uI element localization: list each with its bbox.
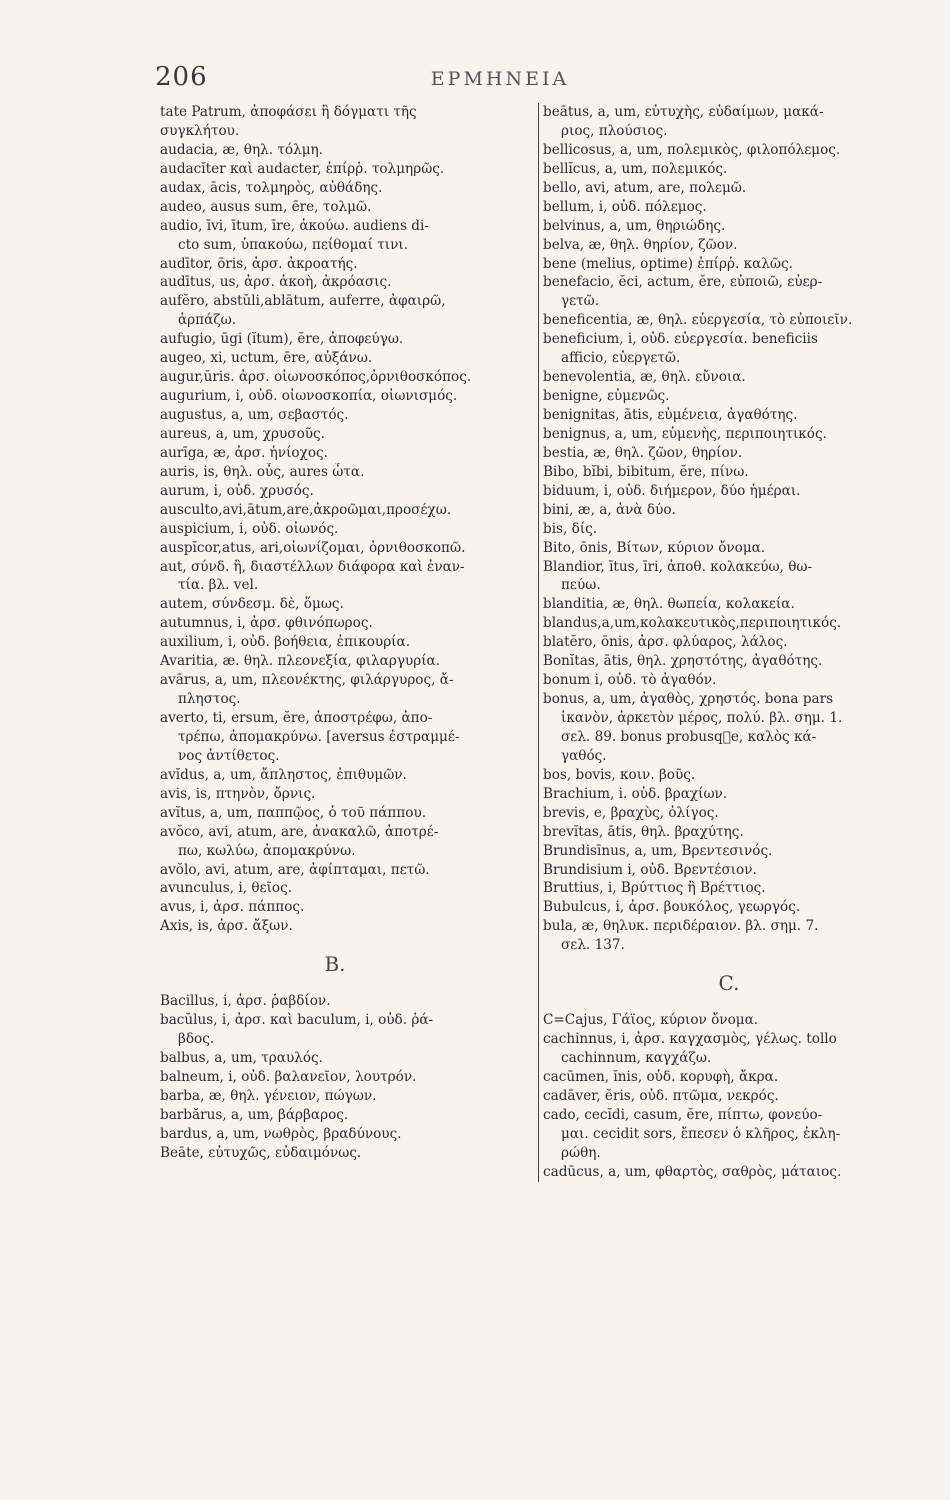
entry-line: Avaritia, æ. θηλ. πλεονεξία, φιλαργυρία. — [160, 653, 441, 670]
entry-line: auxilium, i, οὐδ. βοήθεια, ἐπικουρία. — [160, 634, 411, 651]
entry-line: cachinnus, i, ἀρσ. καγχασμὸς, γέλως. tollo — [543, 1031, 837, 1048]
right-entries-b — [543, 103, 915, 955]
entry-line: bis, δίς. — [543, 520, 598, 537]
entry-line: bonum i, οὐδ. τὸ ἀγαθόν. — [543, 672, 717, 689]
entry-line: avunculus, i, θεῖος. — [160, 880, 293, 897]
entry-line: audacia, æ, θηλ. τόλμη. — [160, 141, 323, 158]
entry-line: beneficium, i, οὐδ. εὐεργεσία. beneficiis — [543, 331, 818, 348]
entry-line: blatĕro, ōnis, ἀρσ. φλύαρος, λάλος. — [543, 634, 788, 651]
entry-line: audītor, ōris, ἀρσ. ἀκροατής. — [160, 255, 358, 272]
entry-line: Bibo, bĭbi, bibitum, ĕre, πίνω. — [543, 463, 749, 480]
entry-line: Brundisīnus, a, um, Βρεντεσινός. — [543, 842, 773, 859]
entry-line: benignitas, ātis, εὐμένεια, ἀγαθότης. — [543, 407, 798, 423]
entry-line: bellum, i, οὐδ. πόλεμος. — [543, 198, 707, 215]
entry-line: balneum, i, οὐδ. βαλανεῖον, λουτρόν. — [160, 1069, 417, 1085]
entry-line: augur,ŭris. ἀρσ. οἰωνοσκόπος,ὀρνιθοσκόπος. — [160, 369, 472, 386]
entry-line: σελ. 89. bonus probusq᷑e, καλὸς κά- — [561, 728, 817, 745]
entry-line: audacĭter καὶ audacter, ἐπίρῥ. τολμηρῶς. — [160, 160, 445, 177]
entry-line: avus, i, ἀρσ. πάππος. — [160, 899, 305, 916]
entry-line: Bubulcus, i, ἀρσ. βουκόλος, γεωργός. — [543, 899, 801, 916]
entry-line: cacūmen, ĭnis, οὐδ. κορυφὴ, ἄκρα. — [543, 1069, 779, 1085]
right-column — [538, 103, 915, 1182]
entry-line: aureus, a, um, χρυσοῦς. — [160, 425, 325, 442]
entry-line: bardus, a, um, νωθρὸς, βραδύνους. — [160, 1125, 402, 1142]
entry-line: ριος, πλούσιος. — [561, 122, 668, 139]
entry-line: Brundisium i, οὐδ. Βρεντέσιον. — [543, 861, 757, 878]
entry-line: beneficentia, æ, θηλ. εὐεργεσία, τὸ εὐποιεῖν. — [543, 312, 853, 329]
left-column — [160, 103, 530, 1163]
page-header — [155, 62, 845, 102]
entry-line: audio, īvi, ītum, īre, ἀκούω. audiens di- — [160, 217, 429, 234]
entry-line: cadāver, ĕris, οὐδ. πτῶμα, νεκρός. — [543, 1087, 779, 1104]
entry-line: avŏco, avi, atum, are, ἀνακαλῶ, ἀποτρέ- — [160, 823, 439, 840]
entry-line: σελ. 137. — [561, 937, 625, 954]
entry-line: συγκλήτου. — [160, 122, 240, 139]
entry-line: aufĕro, abstŭli,ablātum, auferre, ἀφαιρῶ, — [160, 293, 446, 310]
entry-line: cadūcus, a, um, φθαρτὸς, σαθρὸς, μάταιος. — [543, 1163, 842, 1180]
entry-line: aut, σύνδ. ἢ, διαστέλλων διάφορα καὶ ἐναν- — [160, 558, 465, 575]
entry-line: πω, κωλύω, ἀπομακρύνω. — [178, 842, 356, 859]
entry-line: audītus, us, ἀρσ. ἀκοὴ, ἀκρόασις. — [160, 274, 392, 291]
entry-line: auspĭcor,atus, ari,οἰωνίζομαι, ὀρνιθοσκοπῶ. — [160, 539, 466, 556]
page-number: 206 — [155, 62, 208, 92]
entry-line: Axis, is, ἀρσ. ἄξων. — [160, 918, 293, 935]
right-entries-c — [543, 1011, 915, 1181]
entry-line: benefacio, ĕci, actum, ĕre, εὐποιῶ, εὐερ- — [543, 274, 823, 291]
entry-line: ἱκανὸν, ἀρκετὸν μέρος, πολύ. βλ. σημ. 1. — [561, 710, 843, 726]
entry-line: augeo, xi, uctum, ēre, αὐξάνω. — [160, 350, 373, 367]
entry-line: benigne, εὐμενῶς. — [543, 388, 670, 405]
left-entries-b — [160, 992, 530, 1162]
entry-line: augustus, a, um, σεβαστός. — [160, 407, 349, 423]
entry-line: auris, is, θηλ. οὖς, aures ὦτα. — [160, 463, 365, 480]
entry-line: ausculto,avi,ātum,are,ἀκροῶμαι,προσέχω. — [160, 501, 452, 518]
entry-line: bestia, æ, θηλ. ζῶον, θηρίον. — [543, 444, 743, 461]
entry-line: bini, æ, a, ἀνὰ δύο. — [543, 501, 676, 518]
entry-line: Blandior, ītus, īri, ἀποθ. κολακεύω, θω- — [543, 558, 813, 575]
entry-line: bula, æ, θηλυκ. περιδέραιον. βλ. σημ. 7. — [543, 918, 819, 935]
entry-line: barbărus, a, um, βάρβαρος. — [160, 1106, 349, 1123]
entry-line: brevis, e, βραχὺς, ὀλίγος. — [543, 804, 719, 821]
entry-line: bellicosus, a, um, πολεμικὸς, φιλοπόλεμος. — [543, 141, 841, 158]
entry-line: Bonĭtas, ātis, θηλ. χρηστότης, ἀγαθότης. — [543, 653, 823, 670]
entry-line: Bacillus, i, ἀρσ. ῥαβδίον. — [160, 993, 331, 1010]
entry-line: aufugio, ūgi (ĭtum), ĕre, ἀποφεύγω. — [160, 331, 404, 348]
entry-line: bos, bovis, κοιν. βοῦς. — [543, 766, 696, 783]
entry-line: bacŭlus, i, ἀρσ. καὶ baculum, i, οὐδ. ῥά- — [160, 1012, 434, 1029]
left-entries-a — [160, 103, 530, 936]
entry-line: bellĭcus, a, um, πολεμικός. — [543, 160, 728, 177]
entry-line: Bito, ōnis, Βίτων, κύριον ὄνομα. — [543, 539, 766, 556]
entry-line: νος ἀντίθετος. — [178, 747, 280, 764]
entry-line: πληστος. — [178, 691, 241, 708]
entry-line: ρώθη. — [561, 1144, 601, 1161]
entry-line: belvinus, a, um, θηριώδης. — [543, 217, 726, 234]
entry-line: avis, is, πτηνὸν, ὄρνις. — [160, 785, 316, 802]
entry-line: afficio, εὐεργετῶ. — [561, 350, 681, 367]
entry-line: τία. βλ. vel. — [178, 577, 259, 594]
entry-line: autumnus, i, ἀρσ. φθινόπωρος. — [160, 615, 373, 632]
entry-line: benignus, a, um, εὐμενὴς, περιποιητικός. — [543, 425, 827, 442]
entry-line: audeo, ausus sum, ēre, τολμῶ. — [160, 198, 372, 215]
entry-line: Beāte, εὐτυχῶς, εὐδαιμόνως. — [160, 1144, 362, 1161]
entry-line: blandus,a,um,κολακευτικὸς,περιποιητικός. — [543, 615, 842, 632]
entry-line: avĭdus, a, um, ἄπληστος, ἐπιθυμῶν. — [160, 766, 407, 783]
entry-line: avārus, a, um, πλεονέκτης, φιλάργυρος, ἄ- — [160, 672, 454, 689]
entry-line: C=Cajus, Γάϊος, κύριον ὄνομα. — [543, 1012, 759, 1029]
entry-line: τρέπω, ἀπομακρύνω. [aversus ἐστραμμέ- — [178, 728, 460, 745]
running-head: ΕΡΜΗΝΕΙΑ — [430, 68, 570, 90]
entry-line: ἁρπάζω. — [178, 312, 237, 329]
entry-line: cto sum, ὑπακούω, πείθομαί τινι. — [178, 236, 408, 253]
entry-line: cado, cecĭdi, casum, ĕre, πίπτω, φονεύο- — [543, 1106, 823, 1123]
entry-line: belva, æ, θηλ. θηρίον, ζῶον. — [543, 236, 738, 253]
entry-line: avŏlo, avi, atum, are, ἀφίπταμαι, πετῶ. — [160, 861, 430, 878]
entry-line: balbus, a, um, τραυλός. — [160, 1050, 323, 1067]
entry-line: brevĭtas, ātis, θηλ. βραχύτης. — [543, 823, 744, 840]
entry-line: bene (melius, optime) ἐπίρῥ. καλῶς. — [543, 255, 793, 272]
entry-line: beātus, a, um, εὐτυχὴς, εὐδαίμων, μακά- — [543, 104, 824, 120]
entry-line: blanditia, æ, θηλ. θωπεία, κολακεία. — [543, 596, 795, 613]
entry-line: bello, avi, atum, are, πολεμῶ. — [543, 179, 747, 196]
entry-line: aurīga, æ, ἀρσ. ἡνίοχος. — [160, 444, 328, 461]
entry-line: cachinnum, καγχάζω. — [561, 1050, 712, 1067]
section-letter-b: B. — [324, 952, 346, 977]
entry-line: benevolentia, æ, θηλ. εὔνοια. — [543, 369, 746, 386]
entry-line: tate Patrum, ἀποφάσει ἢ δόγματι τῆς — [160, 104, 417, 120]
entry-line: biduum, i, οὐδ. διήμερον, δύο ἡμέραι. — [543, 482, 801, 499]
entry-line: augurium, i, οὐδ. οἰωνοσκοπία, οἰωνισμός. — [160, 388, 458, 405]
section-letter-c: C. — [718, 971, 740, 996]
entry-line: averto, ti, ersum, ĕre, ἀποστρέφω, ἀπο- — [160, 710, 433, 726]
entry-line: audax, ācis, τολμηρὸς, αὐθάδης. — [160, 179, 383, 196]
entry-line: γαθός. — [561, 747, 607, 764]
entry-line: πεύω. — [561, 577, 601, 594]
entry-line: Bruttius, i, Βρύττιος ἢ Βρέττιος. — [543, 880, 766, 897]
entry-line: avĭtus, a, um, παππῷος, ὁ τοῦ πάππου. — [160, 804, 427, 821]
entry-line: γετῶ. — [561, 293, 600, 310]
entry-line: aurum, i, οὐδ. χρυσός. — [160, 482, 314, 499]
entry-line: Brachium, i. οὐδ. βραχίων. — [543, 785, 728, 802]
entry-line: βδος. — [178, 1031, 215, 1048]
entry-line: μαι. cecidit sors, ἔπεσεν ὁ κλῆρος, ἐκλη- — [561, 1125, 841, 1142]
entry-line: bonus, a, um, ἀγαθὸς, χρηστός. bona pars — [543, 691, 834, 708]
entry-line: auspicium, i, οὐδ. οἰωνός. — [160, 520, 339, 537]
entry-line: barba, æ, θηλ. γένειον, πώγων. — [160, 1087, 377, 1104]
entry-line: autem, σύνδεσμ. δὲ, ὅμως. — [160, 596, 344, 613]
